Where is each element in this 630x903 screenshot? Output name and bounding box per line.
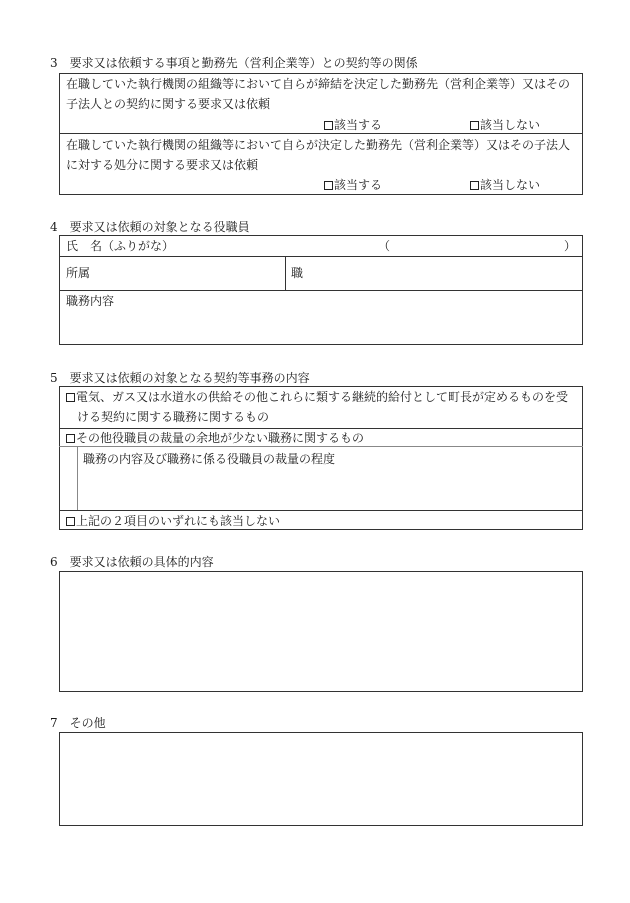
section-3-row-divider	[59, 133, 583, 134]
section-4-heading: 4 要求又は依頼の対象となる役職員	[50, 220, 250, 234]
section-4-col-divider	[285, 256, 286, 290]
section-3-row2-no-option[interactable]: 該当しない	[470, 178, 540, 192]
checkbox-icon[interactable]	[324, 121, 333, 130]
checkbox-icon[interactable]	[66, 393, 75, 402]
section-3-row2-line2: に対する処分に関する要求又は依頼	[66, 158, 259, 172]
checkbox-icon[interactable]	[470, 181, 479, 190]
section-5-option-2[interactable]: その他役職員の裁量の余地が少ない職務に関するもの	[66, 431, 364, 445]
section-3-row2-line1: 在職していた執行機関の組織等において自らが決定した勤務先（営利企業等）又はその子法人	[66, 138, 571, 152]
position-label: 職	[291, 266, 304, 280]
affiliation-label: 所属	[66, 266, 91, 280]
section-5-option-1[interactable]: 電気、ガス又は水道水の供給その他これらに類する継続的給付として町長が定めるものを受	[66, 390, 568, 404]
checkbox-icon[interactable]	[66, 434, 75, 443]
section-3-table	[59, 73, 583, 195]
section-5-option-3[interactable]: 上記の２項目のいずれにも該当しない	[66, 514, 280, 528]
checkbox-icon[interactable]	[470, 121, 479, 130]
section-4-divider-1	[59, 256, 583, 257]
checkbox-icon[interactable]	[324, 181, 333, 190]
name-paren-close: ）	[564, 239, 577, 253]
section-6-content-field[interactable]	[59, 571, 583, 692]
section-4-divider-2	[59, 290, 583, 291]
affiliation-field[interactable]	[96, 260, 280, 286]
duties-label: 職務内容	[66, 294, 115, 308]
section-7-heading: 7 その他	[50, 716, 106, 730]
section-5-indent-line	[77, 446, 78, 510]
position-field[interactable]	[306, 260, 578, 286]
name-field[interactable]	[390, 238, 560, 254]
section-3-row1-yes-option[interactable]: 該当する	[324, 118, 382, 132]
section-3-row1-no-option[interactable]: 該当しない	[470, 118, 540, 132]
name-label: 氏 名（ふりがな）	[66, 239, 175, 253]
section-5-option-2-detail-label: 職務の内容及び職務に係る役職員の裁量の程度	[83, 452, 336, 466]
section-6-heading: 6 要求又は依頼の具体的内容	[50, 555, 214, 569]
section-3-heading: 3 要求又は依頼する事項と勤務先（営利企業等）との契約等の関係	[50, 56, 418, 70]
section-5-divider-2	[59, 446, 583, 447]
checkbox-icon[interactable]	[66, 517, 75, 526]
section-3-row2-yes-option[interactable]: 該当する	[324, 178, 382, 192]
section-5-heading: 5 要求又は依頼の対象となる契約等事務の内容	[50, 371, 310, 385]
section-5-option-1-line2: ける契約に関する職務に関するもの	[77, 410, 270, 424]
duties-field[interactable]	[62, 310, 580, 342]
section-3-row1-line2: 子法人との契約に関する要求又は依頼	[66, 97, 271, 111]
section-7-content-field[interactable]	[59, 732, 583, 826]
section-5-divider-3	[59, 510, 583, 511]
section-5-option-2-detail-field[interactable]	[80, 468, 580, 508]
section-3-row1-line1: 在職していた執行機関の組織等において自らが締結を決定した勤務先（営利企業等）又はその	[66, 77, 571, 91]
name-paren-open: （	[378, 239, 391, 253]
section-5-divider-1	[59, 428, 583, 429]
